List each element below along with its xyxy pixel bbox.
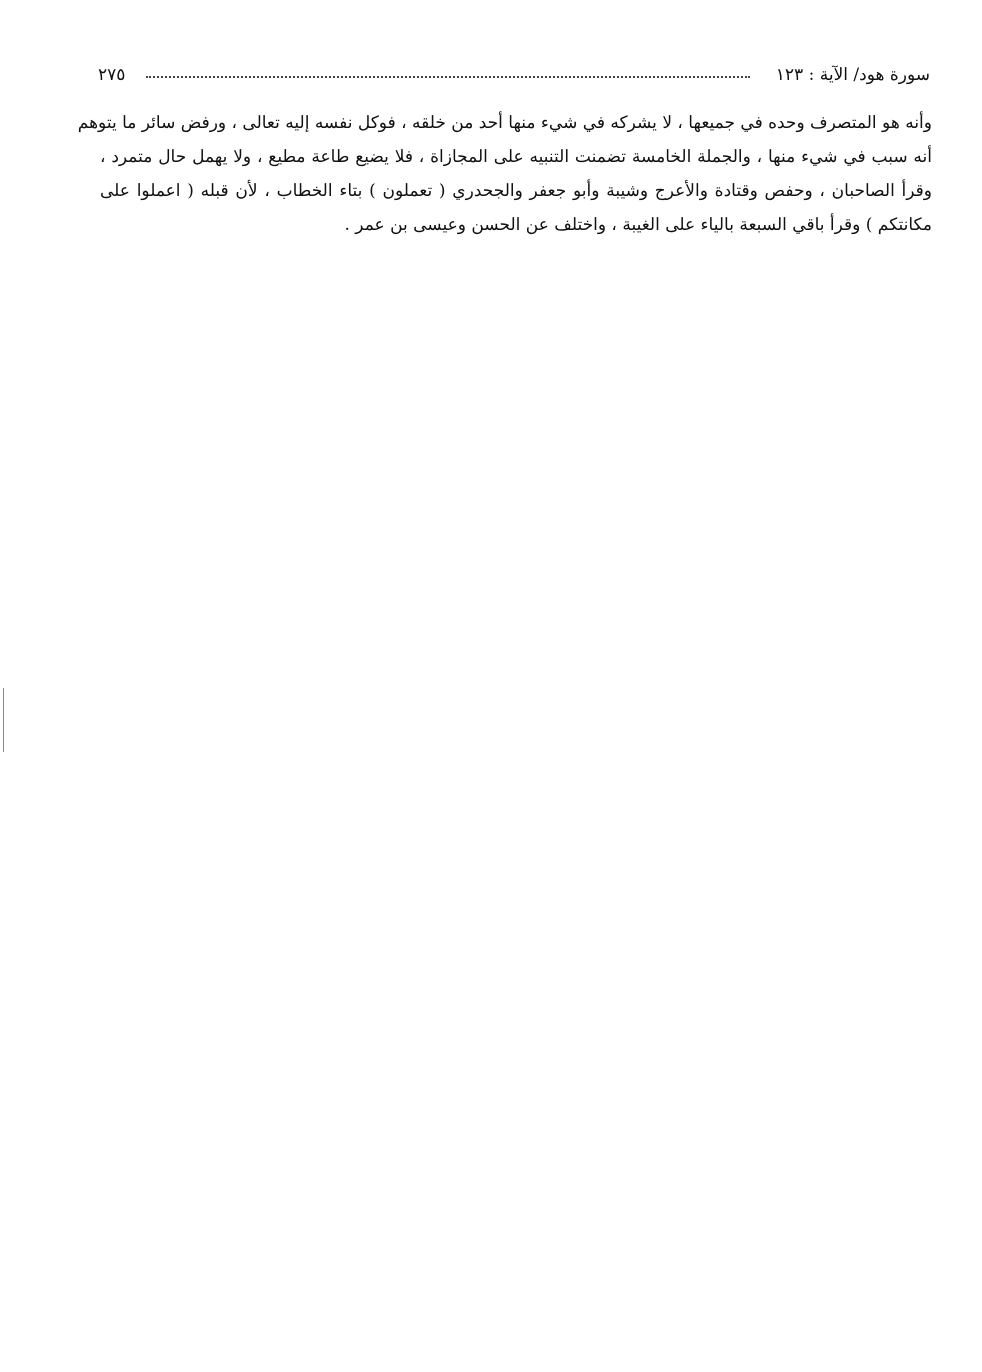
dotted-leader: [146, 76, 750, 78]
text-line: مكانتكم ) وقرأ باقي السبعة بالياء على الغيبة ، واختلف عن الحسن وعيسى بن عمر .: [344, 215, 932, 235]
text-line: وأنه هو المتصرف وحده في جميعها ، لا يشركه في شيء منها أحد من خلقه ، فوكل نفسه إليه تعالى ، ورفض سائر ما يتوهم: [77, 113, 932, 133]
page-number: ٢٧٥: [98, 65, 126, 85]
page-header: [98, 60, 930, 90]
text-line: أنه سبب في شيء منها ، والجملة الخامسة تضمنت التنبيه على المجازاة ، فلا يضيع طاعة مطيع ، ولا يهمل حال متمرد ،: [100, 147, 932, 167]
running-title: سورة هود/ الآية : ١٢٣: [775, 65, 930, 85]
text-line: وقرأ الصاحبان ، وحفص وقتادة والأعرج وشيبة وأبو جعفر والجحدري ( تعملون ) بتاء الخطاب ، لأن قبله ( اعملوا على: [100, 181, 932, 201]
body-paragraph: [77, 106, 932, 242]
scan-margin-line: [3, 688, 4, 752]
